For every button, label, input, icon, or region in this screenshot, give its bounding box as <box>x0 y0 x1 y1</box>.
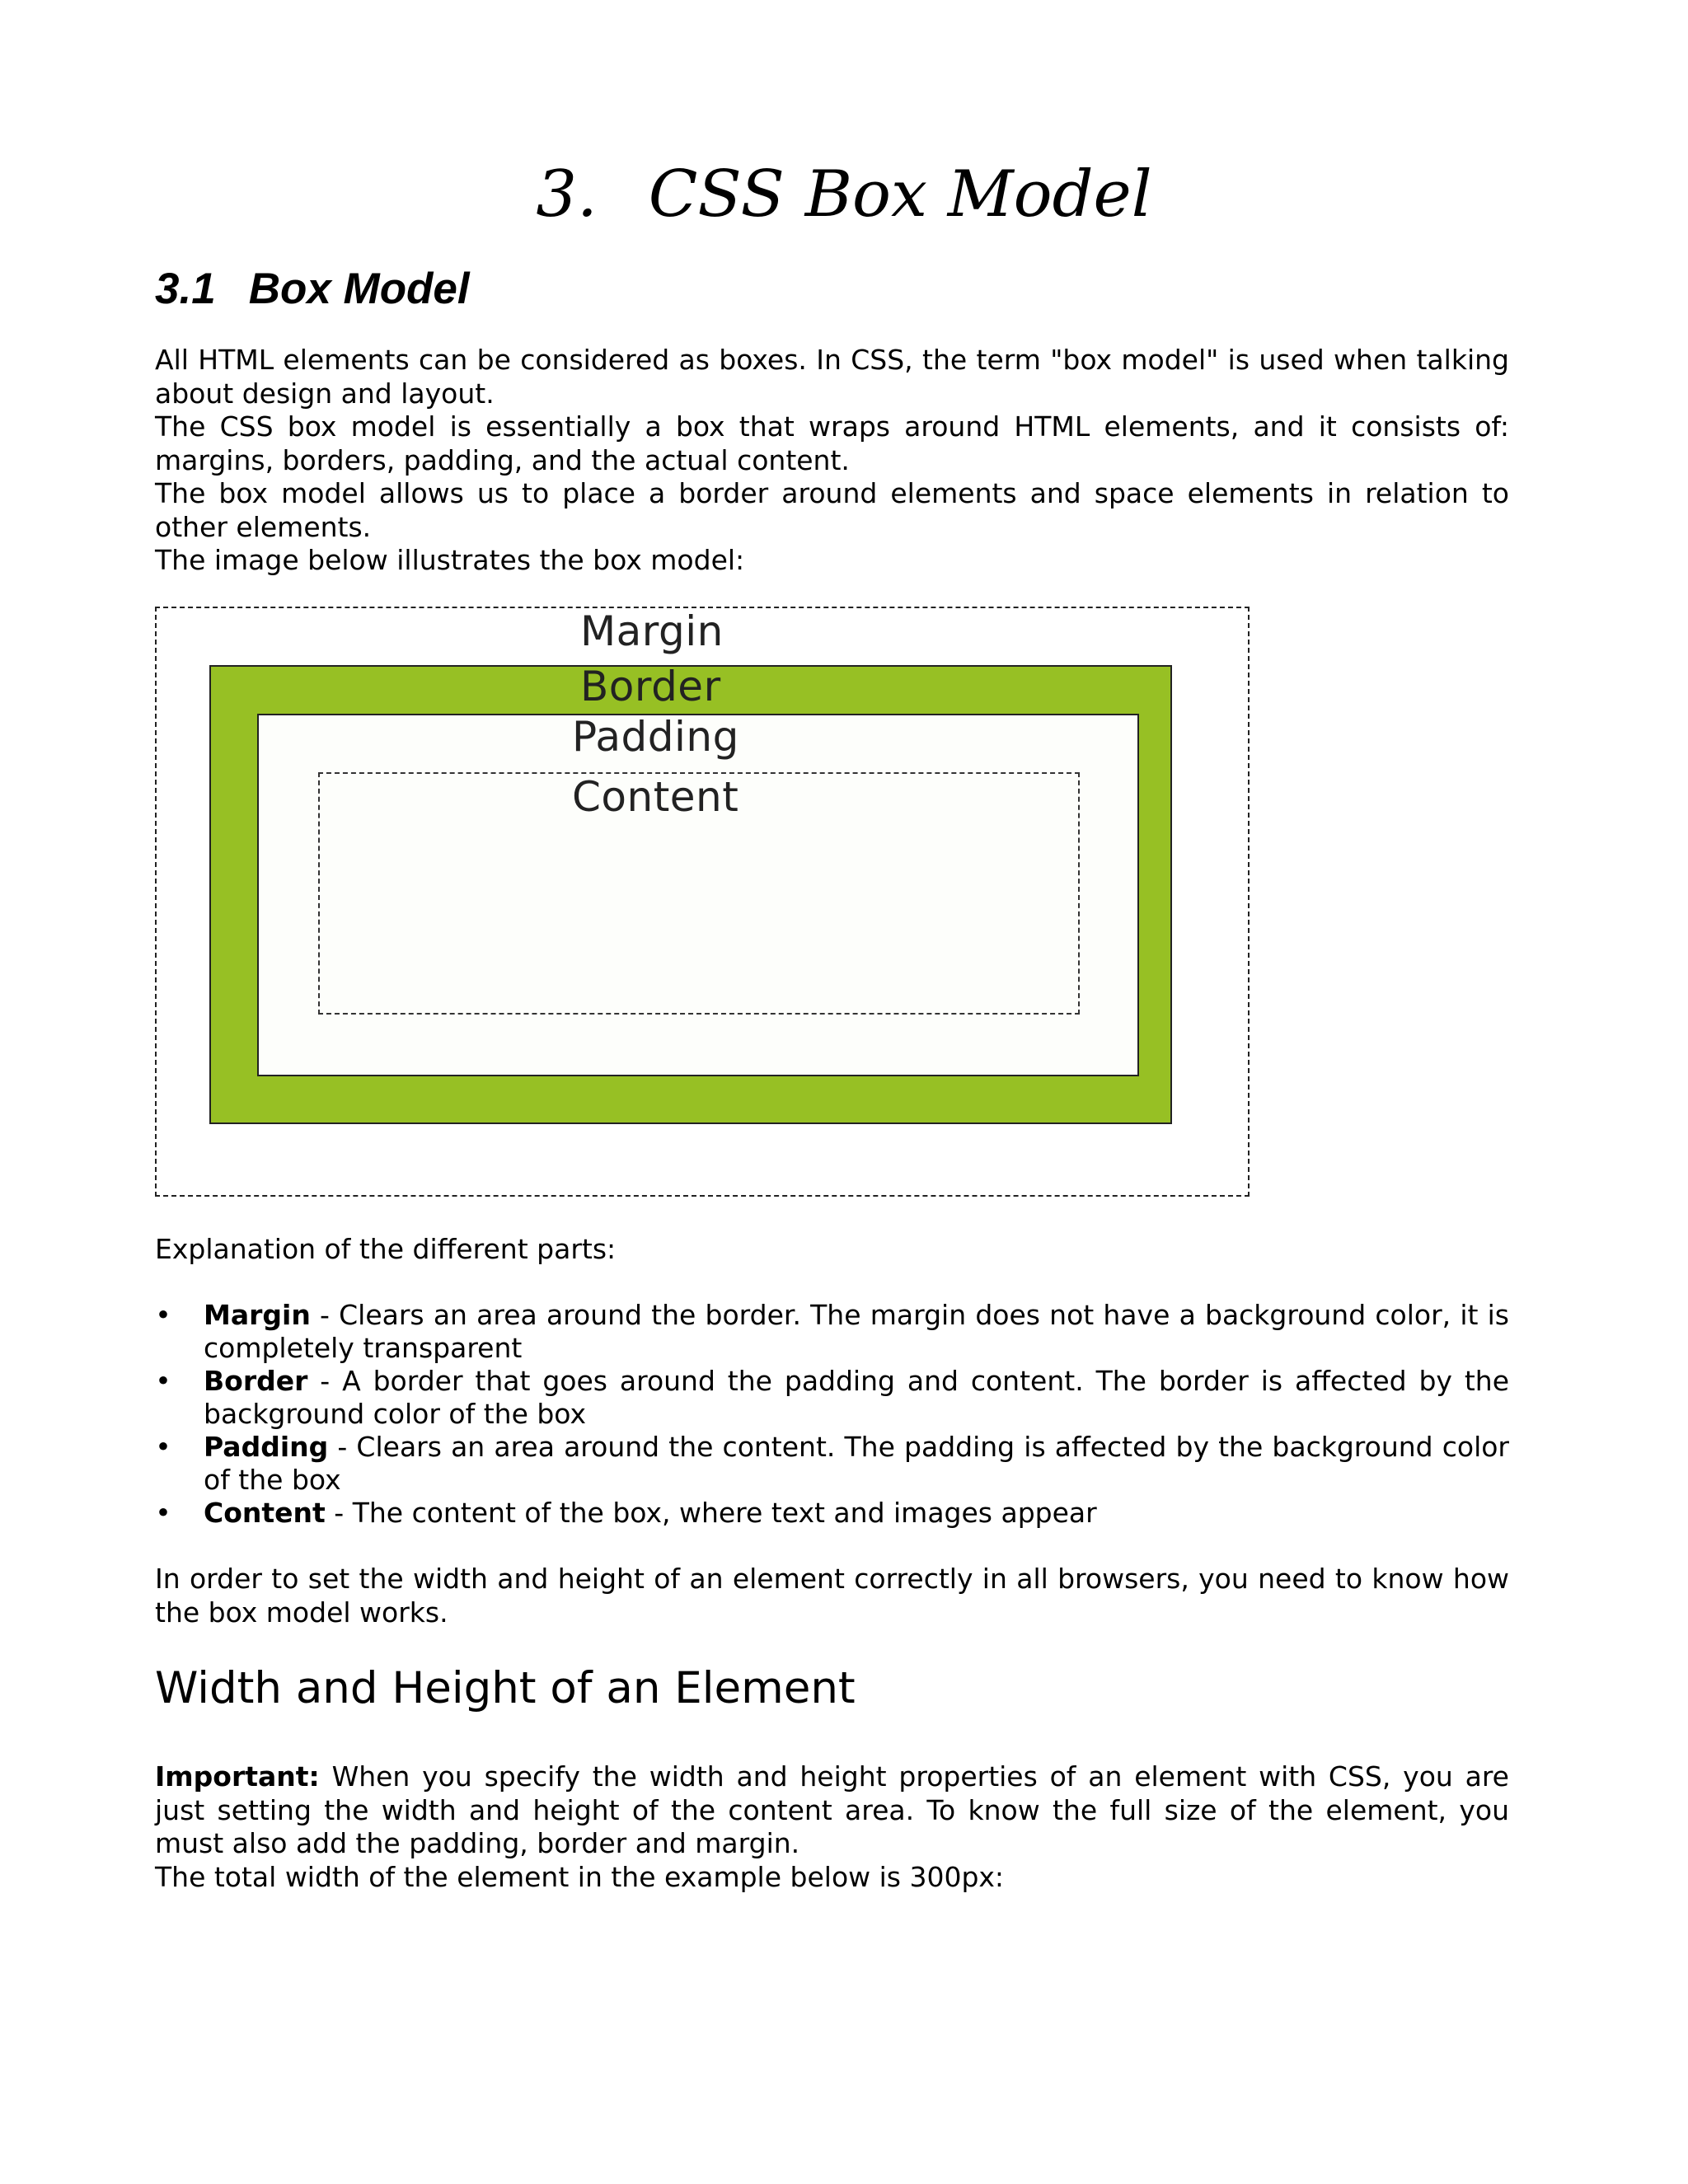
chapter-title <box>0 153 1688 236</box>
border-label: Border <box>580 663 721 710</box>
bullet-icon: • <box>155 1365 171 1397</box>
intro-paragraphs <box>155 344 1509 578</box>
intro-line-1: All HTML elements can be considered as boxes. In CSS, the term "box model" is used when talking about design and layout. <box>155 344 1509 410</box>
important-body: When you specify the width and height properties of an element with CSS, you are just setting the width and height of the content area. To know the full size of the element, you must also add the padding, border and margin. <box>155 1760 1509 1859</box>
term-border: Border <box>204 1365 308 1397</box>
intro-line-4: The image below illustrates the box model: <box>155 544 745 576</box>
explanation-intro: Explanation of the different parts: <box>155 1233 617 1265</box>
desc-border: - A border that goes around the padding and content. The border is affected by the background color of the box <box>204 1365 1509 1430</box>
term-padding: Padding <box>204 1431 329 1463</box>
intro-line-3: The box model allows us to place a border around elements and space elements in relation to other elements. <box>155 477 1509 543</box>
bullet-icon: • <box>155 1431 171 1463</box>
important-paragraph <box>155 1760 1509 1894</box>
bullet-icon: • <box>155 1299 171 1331</box>
important-label: Important: <box>155 1760 320 1793</box>
content-label: Content <box>572 773 739 821</box>
margin-label: Margin <box>580 607 724 655</box>
intro-line-2: The CSS box model is essentially a box that wraps around HTML elements, and it consists of: margins, borders, padding, and the actual content. <box>155 410 1509 476</box>
browsers-note: In order to set the width and height of an element correctly in all browsers, you need to know how the box model works. <box>155 1563 1509 1629</box>
section-number: 3.1 <box>155 265 216 313</box>
list-item-border <box>155 1365 1509 1431</box>
box-model-diagram <box>155 607 1250 1197</box>
bullet-icon: • <box>155 1497 171 1529</box>
chapter-number: 3. <box>536 157 598 232</box>
list-item-padding <box>155 1431 1509 1497</box>
important-text <box>155 1760 1509 1861</box>
list-item-margin <box>155 1299 1509 1365</box>
subheading: Width and Height of an Element <box>155 1663 856 1713</box>
total-width-line: The total width of the element in the example below is 300px: <box>155 1860 1005 1893</box>
desc-content: - The content of the box, where text and images appear <box>325 1497 1097 1529</box>
list-item-content <box>155 1497 1509 1530</box>
section-heading <box>155 260 470 318</box>
desc-padding: - Clears an area around the content. The padding is affected by the background color of the box <box>204 1431 1509 1496</box>
chapter-title-text: CSS Box Model <box>648 157 1152 232</box>
term-margin: Margin <box>204 1299 311 1331</box>
term-content: Content <box>204 1497 326 1529</box>
parts-list <box>155 1299 1509 1530</box>
desc-margin: - Clears an area around the border. The margin does not have a background color, it is completely transparent <box>204 1299 1509 1364</box>
padding-label: Padding <box>572 713 739 761</box>
section-title: Box Model <box>248 265 470 313</box>
